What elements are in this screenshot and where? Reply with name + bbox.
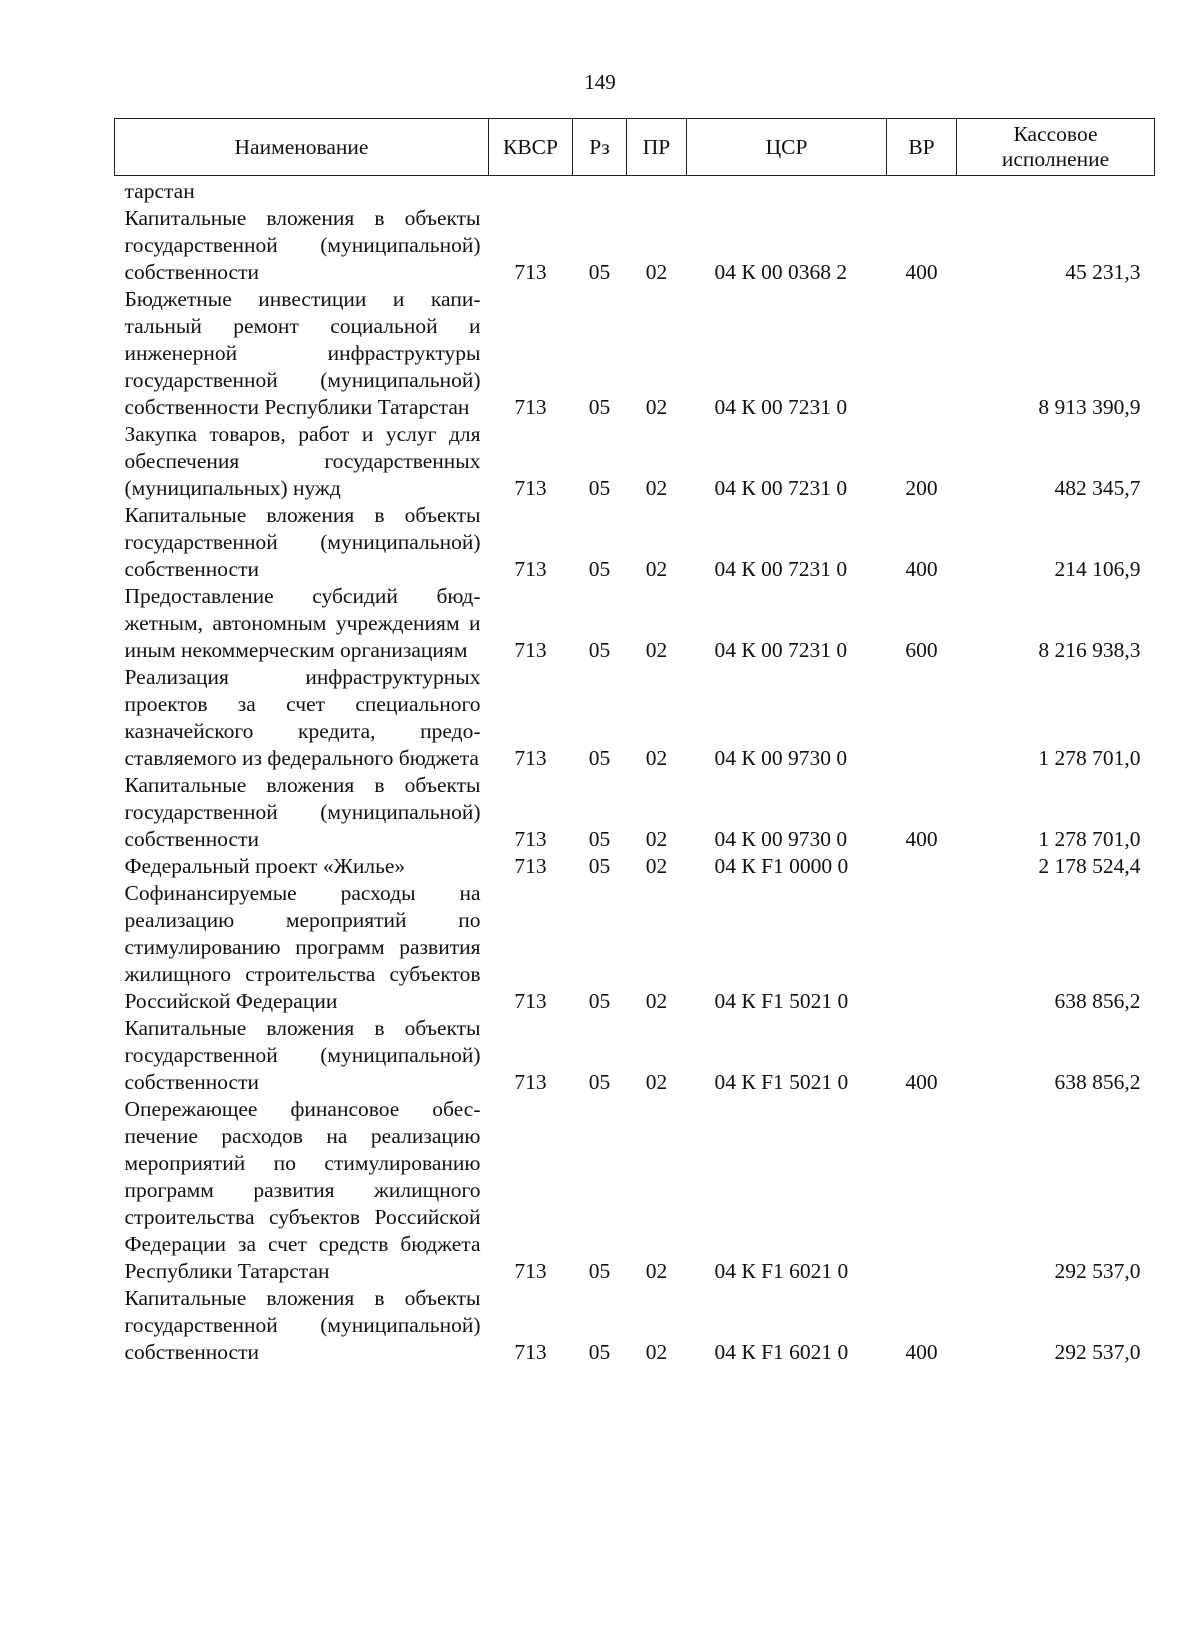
row-rz: 05 [588,476,611,500]
row-amount: 1 278 701,0 [1038,746,1141,770]
row-kvsr: 713 [514,746,547,770]
table-body [115,176,1155,1367]
table-row [115,583,1155,664]
row-pr: 02 [645,989,668,1013]
row-rz: 05 [588,557,611,581]
row-csr: 04 К F1 5021 0 [714,1070,849,1094]
row-amount: 45 231,3 [1065,260,1141,284]
row-name: Капитальные вложения в объекты государственной (муниципальной) собственности [124,206,481,284]
row-rz: 05 [588,827,611,851]
row-kvsr: 713 [514,827,547,851]
row-csr: 04 К F1 0000 0 [714,854,849,878]
row-kvsr: 713 [514,989,547,1013]
row-rz: 05 [588,746,611,770]
row-vr: 400 [905,827,938,851]
row-pr: 02 [645,395,668,419]
table-row [115,176,1155,206]
table-row [115,502,1155,583]
row-csr: 04 К 00 7231 0 [714,395,848,419]
row-vr [887,1096,957,1285]
row-name: Софинансируемые расходы на реализацию мероприятий по стимулированию программ развития жилищного строительства субъектов Российской Федерации [124,881,481,1013]
row-pr [627,176,687,206]
row-rz: 05 [588,1340,611,1364]
header-pr: ПР [627,119,687,176]
row-rz: 05 [588,260,611,284]
row-name: Федеральный проект «Жилье» [124,854,406,878]
row-rz: 05 [588,1070,611,1094]
row-name: Закупка товаров, работ и услуг для обеспечения государственных (муниципальных) нужд [124,422,481,500]
row-pr: 02 [645,827,668,851]
row-pr: 02 [645,557,668,581]
row-csr: 04 К 00 9730 0 [714,746,848,770]
header-kvsr: КВСР [489,119,573,176]
row-name: Капитальные вложения в объекты государственной (муниципальной) собственности [124,503,481,581]
row-name: Капитальные вложения в объекты государственной (муниципальной) собственности [124,773,481,851]
row-csr: 04 К 00 9730 0 [714,827,848,851]
row-pr: 02 [645,260,668,284]
header-cash-execution: Кассовое исполнение [957,119,1155,176]
row-pr: 02 [645,1259,668,1283]
row-pr: 02 [645,1070,668,1094]
row-name: Бюджетные инвестиции и капитальный ремонт социальной и инженерной инфраструктуры государственной (муниципальной) собственности Республики Татарстан [124,287,481,419]
table-row [115,1096,1155,1285]
row-rz: 05 [588,1259,611,1283]
row-name: Капитальные вложения в объекты государственной (муниципальной) собственности [124,1286,481,1364]
row-vr [887,664,957,772]
row-kvsr: 713 [514,1340,547,1364]
row-kvsr: 713 [514,1070,547,1094]
row-csr: 04 К 00 0368 2 [714,260,848,284]
row-amount: 2 178 524,4 [1038,854,1141,878]
row-amount: 638 856,2 [1054,989,1141,1013]
table-row [115,772,1155,853]
row-kvsr: 713 [514,1259,547,1283]
table-row [115,664,1155,772]
row-name: тарстан [124,179,195,203]
page-number: 149 [584,70,616,94]
row-csr: 04 К 00 7231 0 [714,638,848,662]
header-rz: Рз [573,119,627,176]
row-rz: 05 [588,854,611,878]
row-vr [887,176,957,206]
row-name: Реализация инфраструктурных проектов за счет специального казначейского кредита, предоставляемого из федерального бюджета [124,665,481,770]
row-rz: 05 [588,395,611,419]
row-kvsr: 713 [514,557,547,581]
row-vr: 400 [905,557,938,581]
row-amount: 214 106,9 [1054,557,1141,581]
row-rz: 05 [588,989,611,1013]
row-kvsr: 713 [514,260,547,284]
header-csr: ЦСР [687,119,887,176]
row-vr: 400 [905,1340,938,1364]
row-vr: 400 [905,260,938,284]
row-rz [573,176,627,206]
row-name: Капитальные вложения в объекты государственной (муниципальной) собственности [124,1016,481,1094]
row-csr: 04 К 00 7231 0 [714,476,848,500]
header-vr: ВР [887,119,957,176]
row-amount: 8 216 938,3 [1038,638,1141,662]
row-amount: 8 913 390,9 [1038,395,1141,419]
row-vr [887,853,957,880]
row-kvsr: 713 [514,395,547,419]
row-vr: 600 [905,638,938,662]
budget-table [114,118,1155,1366]
row-vr: 200 [905,476,938,500]
row-pr: 02 [645,746,668,770]
table-row [115,880,1155,1015]
header-name: Наименование [115,119,489,176]
row-pr: 02 [645,1340,668,1364]
row-csr: 04 К 00 7231 0 [714,557,848,581]
row-amount: 482 345,7 [1054,476,1141,500]
row-amount: 1 278 701,0 [1038,827,1141,851]
row-csr: 04 К F1 6021 0 [714,1259,849,1283]
row-rz: 05 [588,638,611,662]
row-amount [957,176,1155,206]
row-pr: 02 [645,854,668,878]
row-name: Предоставление субсидий бюджетным, автономным учреждениям и иным некоммерческим организациям [124,584,481,662]
row-pr: 02 [645,638,668,662]
row-name: Опережающее финансовое обеспечение расходов на реализацию мероприятий по стимулированию программ развития жилищного строительства субъектов Российской Федерации за счет средств бюджета Республики Татарстан [124,1097,481,1283]
table-row [115,286,1155,421]
row-kvsr: 713 [514,854,547,878]
row-pr: 02 [645,476,668,500]
row-csr [687,176,887,206]
row-vr [887,880,957,1015]
row-kvsr: 713 [514,476,547,500]
table-header [115,119,1155,176]
row-amount: 292 537,0 [1054,1259,1141,1283]
table-row [115,1285,1155,1366]
row-amount: 292 537,0 [1054,1340,1141,1364]
table-row [115,421,1155,502]
row-amount: 638 856,2 [1054,1070,1141,1094]
table-row [115,205,1155,286]
row-vr: 400 [905,1070,938,1094]
table-row [115,853,1155,880]
table-row [115,1015,1155,1096]
row-kvsr: 713 [514,638,547,662]
row-kvsr [489,176,573,206]
row-vr [887,286,957,421]
row-csr: 04 К F1 5021 0 [714,989,849,1013]
row-csr: 04 К F1 6021 0 [714,1340,849,1364]
